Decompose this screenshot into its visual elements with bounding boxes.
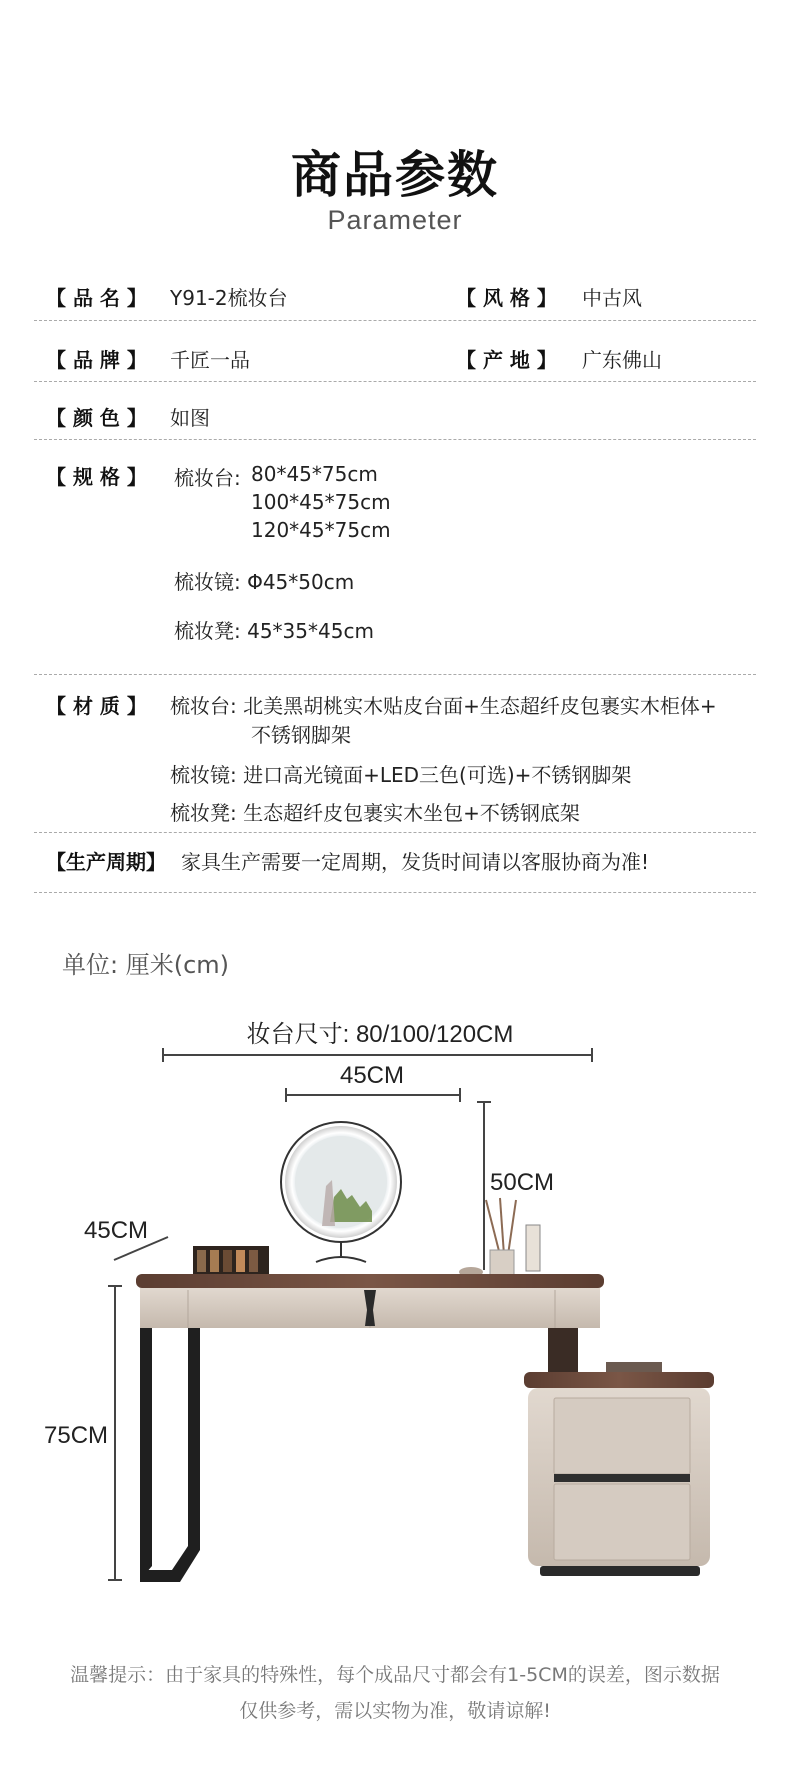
spec-mirror: 梳妆镜: Φ45*50cm [174, 570, 355, 594]
name-label: 【 品 名 】 [46, 286, 147, 310]
mirror-width-dimension [286, 1062, 460, 1102]
depth-label: 45CM [84, 1217, 149, 1244]
spec-label: 【 规 格 】 [46, 465, 147, 489]
page-title: 商品参数 [291, 146, 499, 204]
cycle-value: 家具生产需要一定周期，发货时间请以客服协商为准! [181, 850, 650, 874]
color-value: 如图 [170, 406, 210, 430]
spec-size-1: 80*45*75cm [251, 462, 378, 486]
unit-label: 单位: 厘米(cm) [62, 951, 230, 979]
spec-table-name: 梳妆台: [174, 466, 241, 490]
mirror-width-label: 45CM [339, 1062, 405, 1089]
brand-label: 【 品 牌 】 [46, 348, 147, 372]
style-label: 【 风 格 】 [456, 286, 557, 310]
footer-note-2: 仅供参考，需以实物为准，敬请谅解! [239, 1700, 551, 1722]
height-label: 75CM [44, 1422, 109, 1449]
mirror-illustration [281, 1122, 401, 1262]
width-label: 妆台尺寸: 80/100/120CM [246, 1021, 514, 1048]
material-label: 【 材 质 】 [46, 694, 147, 718]
mirror-height-label: 50CM [490, 1169, 555, 1196]
page-subtitle: Parameter [327, 205, 463, 235]
name-value: Y91-2梳妆台 [170, 286, 288, 310]
origin-label: 【 产 地 】 [456, 348, 557, 372]
spec-stool: 梳妆凳: 45*35*45cm [174, 619, 374, 643]
footer-note-1: 温馨提示：由于家具的特殊性，每个成品尺寸都会有1-5CM的误差，图示数据 [70, 1664, 720, 1686]
material-table-2: 不锈钢脚架 [251, 723, 351, 747]
material-mirror: 梳妆镜: 进口高光镜面+LED三色(可选)+不锈钢脚架 [170, 763, 632, 787]
style-value: 中古风 [582, 286, 642, 310]
material-stool: 梳妆凳: 生态超纤皮包裹实木坐包+不锈钢底架 [170, 801, 580, 825]
material-table-1: 梳妆台: 北美黑胡桃实木贴皮台面+生态超纤皮包裹实木柜体+ [170, 694, 717, 718]
cycle-label: 【生产周期】 [46, 850, 166, 874]
brand-value: 千匠一品 [170, 348, 250, 372]
spec-size-2: 100*45*75cm [251, 490, 391, 514]
origin-value: 广东佛山 [582, 348, 662, 372]
depth-dimension [84, 1217, 168, 1260]
cosmetics-right [459, 1198, 540, 1277]
height-dimension [44, 1286, 122, 1580]
cosmetics-left [193, 1246, 269, 1274]
color-label: 【 颜 色 】 [46, 406, 147, 430]
mirror-height-dimension [477, 1102, 554, 1270]
side-cabinet-illustration [524, 1362, 714, 1576]
spec-size-3: 120*45*75cm [251, 518, 391, 542]
width-dimension [163, 1021, 592, 1062]
